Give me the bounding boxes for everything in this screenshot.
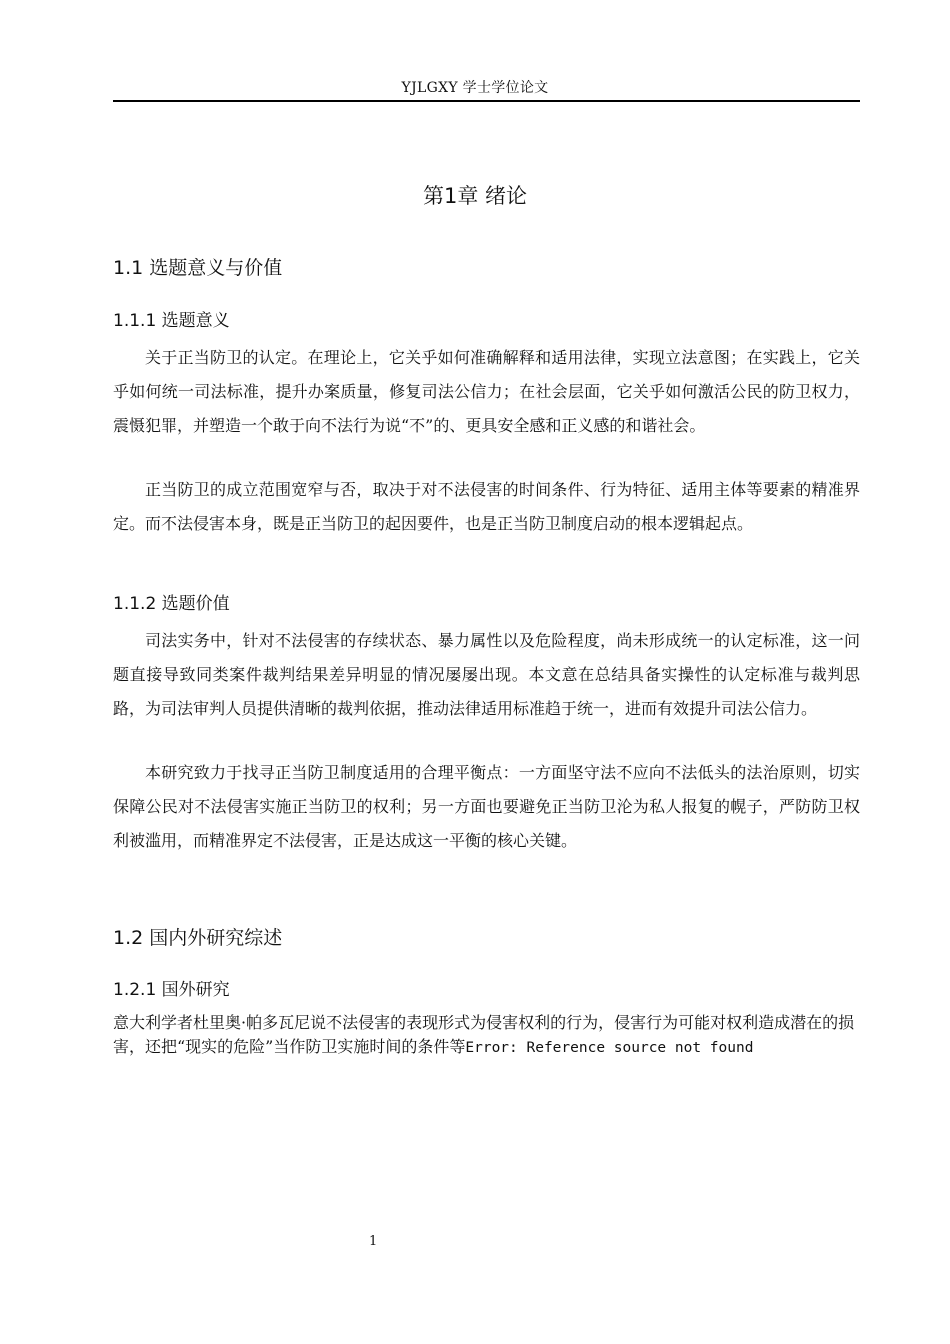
paragraph: 正当防卫的成立范围宽窄与否，取决于对不法侵害的时间条件、行为特征、适用主体等要素的精准界定。而不法侵害本身，既是正当防卫的起因要件，也是正当防卫制度启动的根本逻辑起点。: [113, 480, 860, 533]
paragraph: 关于正当防卫的认定。在理论上，它关乎如何准确解释和适用法律，实现立法意图；在实践上，它关乎如何统一司法标准，提升办案质量，修复司法公信力；在社会层面，它关乎如何激活公民的防卫权力，震慑犯罪，并塑造一个敢于向不法行为说“不”的、更具安全感和正义感的和谐社会。: [113, 348, 860, 435]
paragraph-text: 意大利学者杜里奥·帕多瓦尼说不法侵害的表现形式为侵害权利的行为，侵害行为可能对权利造成潜在的损害，还把“现实的危险”当作防卫实施时间的条件等: [113, 1013, 855, 1056]
page-number: 1: [369, 1234, 378, 1249]
paragraph: 司法实务中，针对不法侵害的存续状态、暴力属性以及危险程度，尚未形成统一的认定标准，这一问题直接导致同类案件裁判结果差异明显的情况屡屡出现。本文意在总结具备实操性的认定标准与裁判思路，为司法审判人员提供清晰的裁判依据，推动法律适用标准趋于统一，进而有效提升司法公信力。: [113, 631, 860, 718]
section-1-2-1-title: 1.2.1 国外研究: [113, 980, 230, 1000]
chapter-title: 第1章 绪论: [422, 184, 528, 208]
paragraph: 本研究致力于找寻正当防卫制度适用的合理平衡点：一方面坚守法不应向不法低头的法治原则，切实保障公民对不法侵害实施正当防卫的权利；另一方面也要避免正当防卫沦为私人报复的幌子，严防防卫权利被滥用，而精准界定不法侵害，正是达成这一平衡的核心关键。: [113, 763, 860, 850]
reference-error: Error: Reference source not found: [465, 1040, 754, 1056]
section-1-1-title: 1.1 选题意义与价值: [113, 257, 283, 279]
section-1-1-1-title: 1.1.1 选题意义: [113, 311, 230, 331]
section-1-1-2-title: 1.1.2 选题价值: [113, 594, 230, 614]
paragraph: [113, 1011, 860, 1060]
header-rule: [113, 100, 860, 102]
section-1-2-title: 1.2 国内外研究综述: [113, 927, 283, 949]
page-header: YJLGXY 学士学位论文: [401, 80, 549, 96]
